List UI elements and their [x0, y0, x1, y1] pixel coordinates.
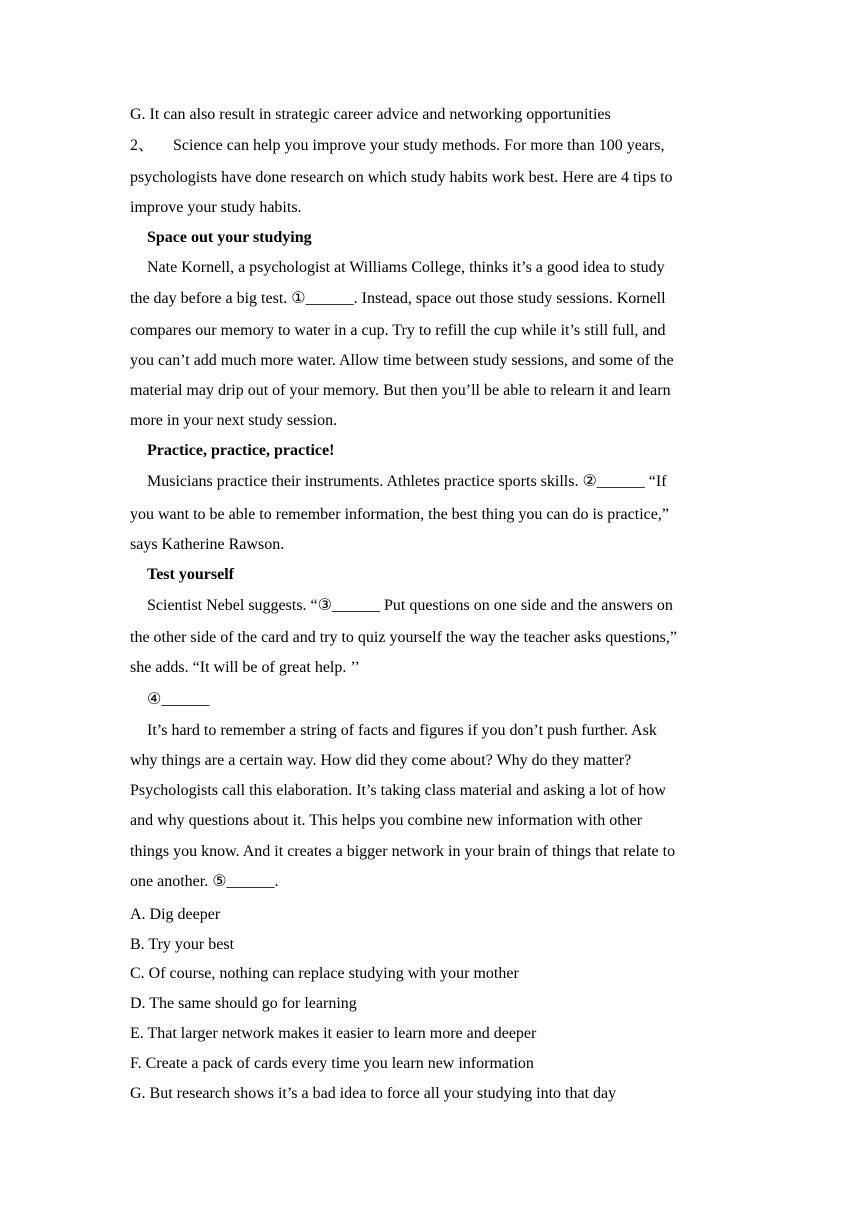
section-heading-practice: Practice, practice, practice! — [147, 442, 335, 459]
previous-question-option-g: G. It can also result in strategic career advice and networking opportunities — [130, 106, 611, 123]
option-f: F. Create a pack of cards every time you learn new information — [130, 1055, 534, 1072]
section-1-line-6: more in your next study session. — [130, 412, 338, 429]
option-b: B. Try your best — [130, 936, 235, 953]
section-1-line-4: you can’t add much more water. Allow time between study sessions, and some of the — [130, 352, 674, 369]
section-heading-space-out: Space out your studying — [147, 229, 312, 246]
section-4-line-3: Psychologists call this elaboration. It’s taking class material and asking a lot of how — [130, 782, 666, 799]
section-4-line-5: things you know. And it creates a bigger network in your brain of things that relate to — [130, 843, 676, 860]
section-2-line-2: you want to be able to remember information, the best thing you can do is practice,” — [130, 506, 669, 523]
section-1-line-3: compares our memory to water in a cup. Try to refill the cup while it’s still full, and — [130, 322, 666, 339]
option-c: C. Of course, nothing can replace studying with your mother — [130, 965, 519, 982]
section-1-line-1: Nate Kornell, a psychologist at Williams College, thinks it’s a good idea to study — [147, 259, 665, 276]
section-3-line-3: she adds. “It will be of great help. ’’ — [130, 659, 360, 676]
section-4-line-4: and why questions about it. This helps you combine new information with other — [130, 812, 643, 829]
section-1-line-5: material may drip out of your memory. But then you’ll be able to relearn it and learn — [130, 382, 671, 399]
section-heading-test-yourself: Test yourself — [147, 566, 234, 583]
section-3-line-1: Scientist Nebel suggests. “③______ Put questions on one side and the answers on — [147, 597, 673, 614]
option-d: D. The same should go for learning — [130, 995, 357, 1012]
option-e: E. That larger network makes it easier to learn more and deeper — [130, 1025, 537, 1042]
section-3-line-2: the other side of the card and try to quiz yourself the way the teacher asks questions,” — [130, 629, 677, 646]
option-a: A. Dig deeper — [130, 906, 221, 923]
question-intro-line-1 — [130, 136, 664, 156]
question-intro-text-1: Science can help you improve your study methods. For more than 100 years, — [173, 137, 665, 154]
section-4-line-6: one another. ⑤______. — [130, 873, 279, 890]
question-intro-line-2: psychologists have done research on which study habits work best. Here are 4 tips to — [130, 169, 673, 186]
question-number: 2、 — [130, 137, 155, 154]
option-g: G. But research shows it’s a bad idea to force all your studying into that day — [130, 1085, 617, 1102]
section-2-line-3: says Katherine Rawson. — [130, 536, 285, 553]
section-4-line-1: It’s hard to remember a string of facts and figures if you don’t push further. Ask — [147, 722, 657, 739]
section-4-line-2: why things are a certain way. How did they come about? Why do they matter? — [130, 752, 632, 769]
question-intro-line-3: improve your study habits. — [130, 199, 302, 216]
section-1-line-2: the day before a big test. ①______. Instead, space out those study sessions. Kornell — [130, 290, 666, 307]
section-heading-blank-4: ④______ — [147, 691, 210, 708]
section-2-line-1: Musicians practice their instruments. Athletes practice sports skills. ②______ “If — [147, 473, 667, 490]
